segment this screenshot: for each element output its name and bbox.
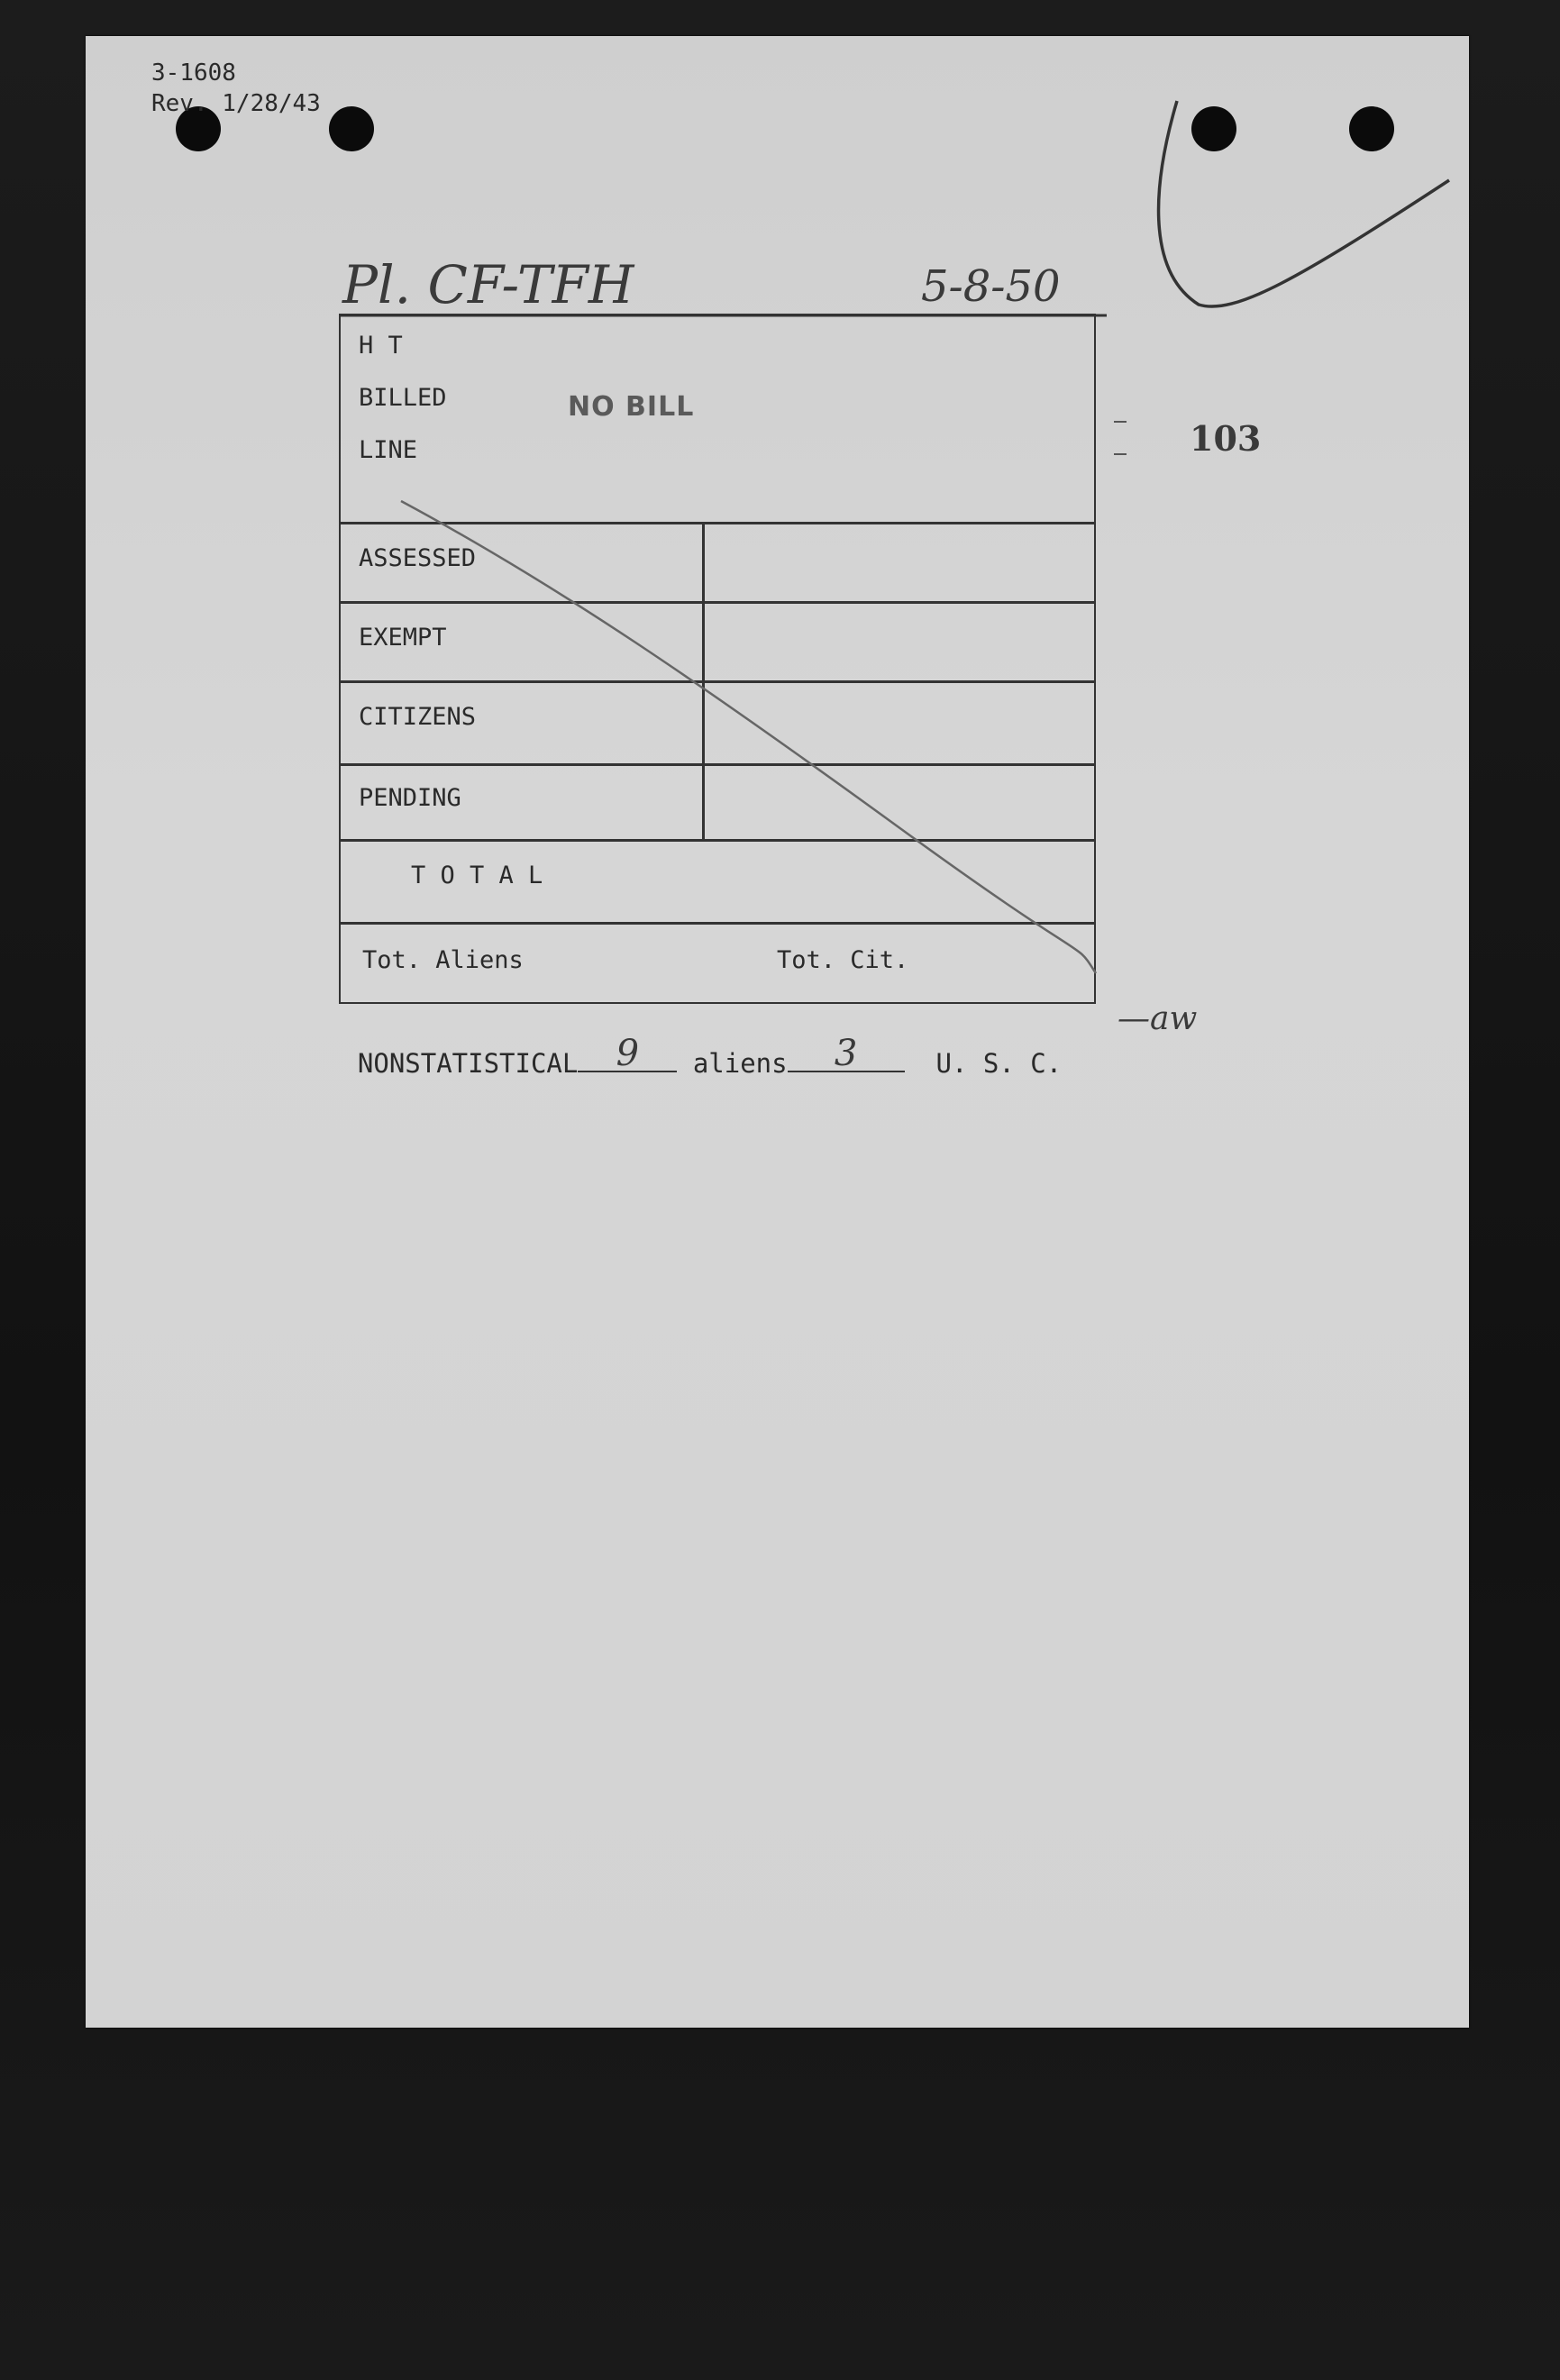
usc-count: 3 [834, 1033, 858, 1074]
tot-aliens-label: Tot. Aliens [362, 946, 524, 974]
tick-marks-right [1114, 422, 1127, 454]
usc-label: U. S. C. [935, 1048, 1063, 1079]
diagonal-cancel-line [401, 501, 1096, 973]
corner-check-stroke [1159, 101, 1449, 306]
total-label: T O T A L [411, 862, 543, 889]
station-code-handwritten: Pl. CF-TFH [342, 254, 634, 315]
assessed-label: ASSESSED [359, 544, 477, 572]
aliens-count: 9 [616, 1033, 640, 1074]
aliens-label: aliens [692, 1048, 788, 1079]
page-number: 103 [1190, 418, 1262, 459]
initials-handwritten: —aw [1118, 1000, 1198, 1037]
ht-label: H T [359, 332, 403, 360]
no-bill-stamp: NO BILL [568, 391, 695, 423]
form-revision: Rev. 1/28/43 [151, 90, 321, 117]
exempt-label: EXEMPT [359, 624, 447, 652]
pending-label: PENDING [359, 784, 461, 812]
tot-cit-label: Tot. Cit. [777, 946, 909, 974]
citizens-label: CITIZENS [359, 703, 477, 731]
form-number: 3-1608 [151, 59, 236, 87]
line-label: LINE [359, 436, 418, 464]
nonstatistical-label: NONSTATISTICAL [357, 1048, 579, 1079]
date-handwritten: 5-8-50 [921, 261, 1061, 312]
billed-label: BILLED [359, 384, 447, 412]
